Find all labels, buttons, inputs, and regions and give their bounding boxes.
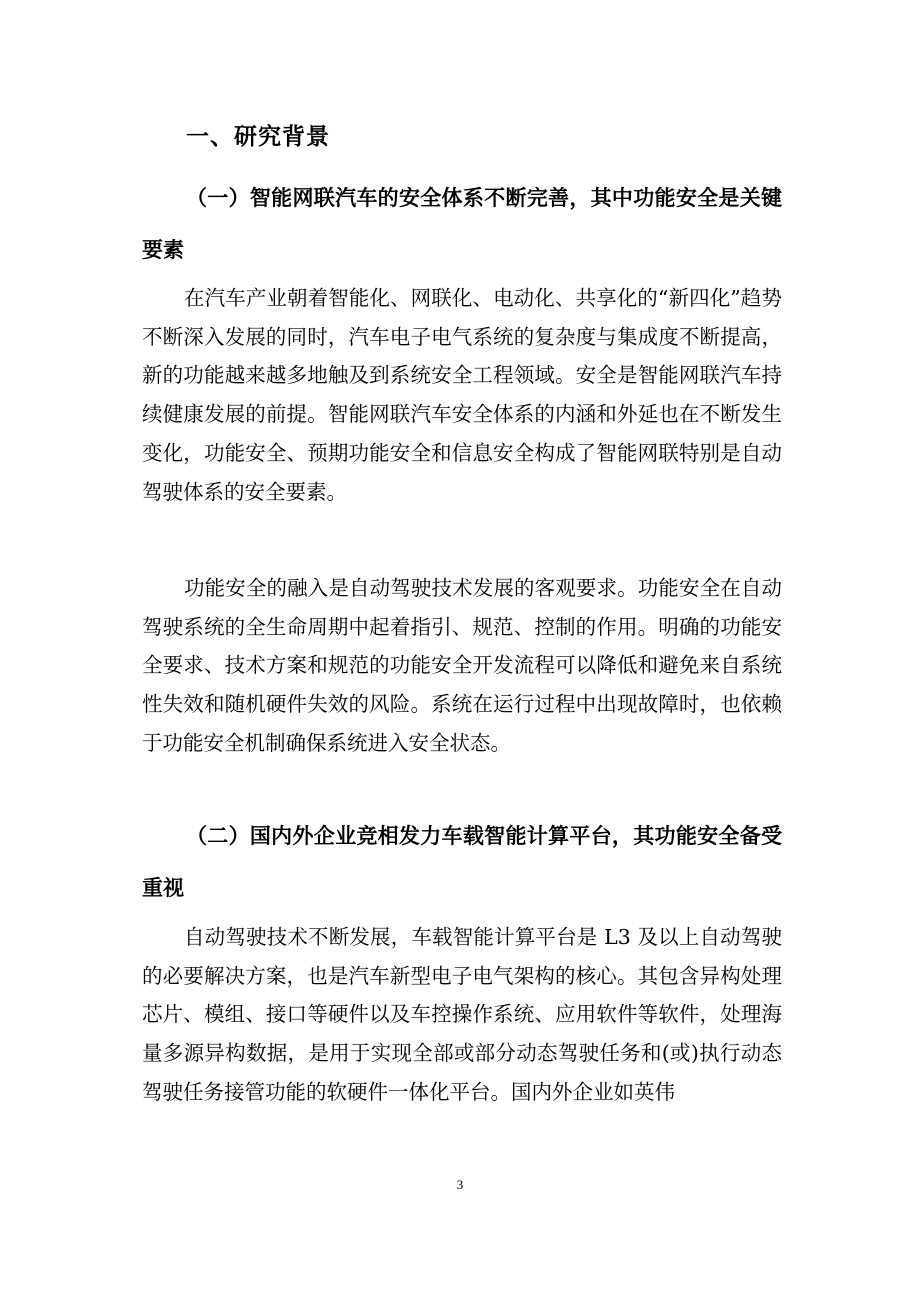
paragraph-1: 在汽车产业朝着智能化、网联化、电动化、共享化的“新四化”趋势不断深入发展的同时，汽车电子电气系统的复杂度与集成度不断提高，新的功能越来越多地触及到系统安全工程领域。安全是智能网联汽车持续健康发展的前提。智能网联汽车安全体系的内涵和外延也在不断发生变化，功能安全、预期功能安全和信息安全构成了智能网联特别是自动驾驶体系的安全要素。 xyxy=(142,286,782,504)
page-number: 3 xyxy=(456,1177,464,1192)
subsection-heading-2: （二）国内外企业竞相发力车载智能计算平台，其功能安全备受重视 xyxy=(142,823,782,900)
paragraph-2: 功能安全的融入是自动驾驶技术发展的客观要求。功能安全在自动驾驶系统的全生命周期中起着指引、规范、控制的作用。明确的功能安全要求、技术方案和规范的功能安全开发流程可以降低和避免来自系统性失效和随机硬件失效的风险。系统在运行过程中出现故障时，也依赖于功能安全机制确保系统进入安全状态。 xyxy=(142,576,782,755)
subsection-heading-1: （一）智能网联汽车的安全体系不断完善，其中功能安全是关键要素 xyxy=(142,185,782,262)
paragraph-3: 自动驾驶技术不断发展，车载智能计算平台是 L3 及以上自动驾驶的必要解决方案，也是汽车新型电子电气架构的核心。其包含异构处理芯片、模组、接口等硬件以及车控操作系统、应用软件等软件，处理海量多源异构数据，是用于实现全部或部分动态驾驶任务和(或)执行动态驾驶任务接管功能的软硬件一体化平台。国内外企业如英伟 xyxy=(142,925,782,1104)
section-title: 一、研究背景 xyxy=(186,123,330,150)
